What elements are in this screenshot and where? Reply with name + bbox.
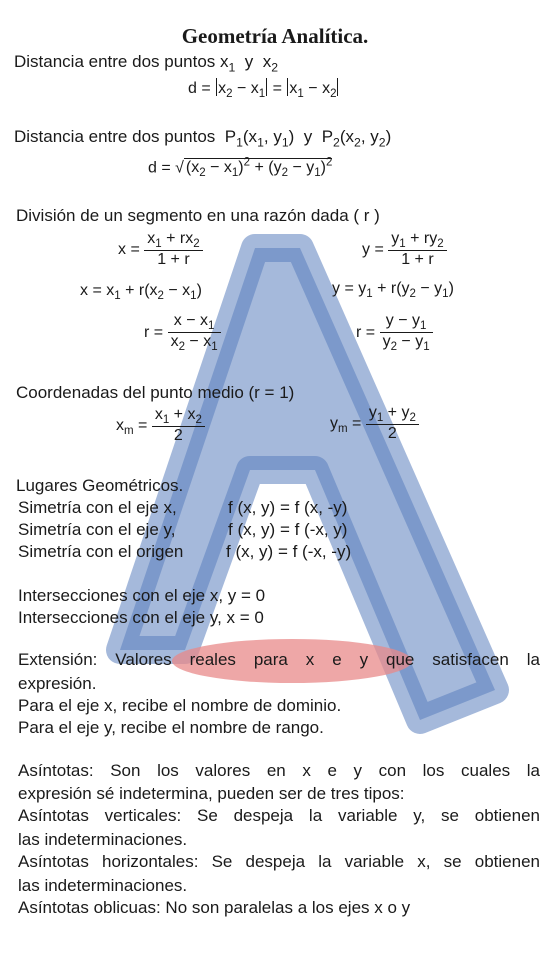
symmetry-x-formula: f (x, y) = f (x, -y): [228, 498, 348, 517]
asymptotes-line-6: las indeterminaciones.: [18, 876, 188, 895]
extension-line-3: Para el eje x, recibe el nombre de dominio.: [18, 696, 342, 715]
symmetry-origin-label: Simetría con el origen: [18, 542, 184, 561]
division-r-x: r = $\frac{x - x_1}{x_2 - x_1}$: [144, 312, 221, 353]
distance-1d-formula: $d = x_2 - x_1 = x_1 - x_2$: [188, 80, 337, 101]
extension-line-4: Para el eje y, recibe el nombre de rango.: [18, 718, 324, 737]
intersection-y: Intersecciones con el eje y, x = 0: [18, 608, 264, 627]
distance-1d-label: Distancia entre dos puntos $x_1$ y $x_2$: [14, 52, 279, 75]
extension-line-1: Extensión: Valores reales para x e y que satisfacen la: [18, 650, 540, 669]
symmetry-y-formula: f (x, y) = f (-x, y): [228, 520, 348, 539]
symmetry-y-label: Simetría con el eje y,: [18, 520, 176, 539]
division-heading: División de un segmento en una razón dada ( r ): [16, 206, 380, 225]
distance-2d-formula: d = √ $(x_2 - x_1)^2 + (y_2 - y_1)^2$: [148, 157, 333, 180]
distance-2d-label: Distancia entre dos puntos $P_1(x_1$, $y_1$) y $P_2(x_2$, $y_2$): [14, 127, 392, 150]
division-x-linear: $x = x_1 + r(x_2 - x_1)$: [80, 282, 202, 303]
asymptotes-line-5: Asíntotas horizontales: Se despeja la variable x, se obtienen: [18, 852, 540, 871]
midpoint-heading: Coordenadas del punto medio (r = 1): [16, 383, 295, 402]
asymptotes-line-4: las indeterminaciones.: [18, 830, 188, 849]
loci-heading: Lugares Geométricos.: [16, 476, 184, 495]
division-r-y: r = $\frac{y - y_1}{y_2 - y_1}$: [356, 312, 433, 353]
division-y-linear: $y = y_1 + r(y_2 - y_1)$: [332, 280, 454, 301]
division-x-fraction: x = $\frac{x_1 + rx_2}{1 + r}$: [118, 230, 203, 269]
asymptotes-line-7: Asíntotas oblicuas: No son paralelas a los ejes x o y: [18, 898, 411, 917]
midpoint-x: $x_m$ = $\frac{x_1 + x_2}{2}$: [116, 406, 205, 445]
midpoint-y: $y_m$ = $\frac{y_1 + y_2}{2}$: [330, 404, 419, 443]
extension-line-2: expresión.: [18, 674, 97, 693]
asymptotes-line-2: expresión sé indetermina, pueden ser de tres tipos:: [18, 784, 405, 803]
symmetry-origin-formula: f (x, y) = f (-x, -y): [226, 542, 352, 561]
intersection-x: Intersecciones con el eje x, y = 0: [18, 586, 266, 605]
symmetry-x-label: Simetría con el eje x,: [18, 498, 177, 517]
asymptotes-line-3: Asíntotas verticales: Se despeja la variable y, se obtienen: [18, 806, 540, 825]
asymptotes-line-1: Asíntotas: Son los valores en x e y con los cuales la: [18, 761, 540, 780]
page-title: Geometría Analítica.: [181, 24, 369, 48]
division-y-fraction: y = $\frac{y_1 + ry_2}{1 + r}$: [362, 230, 447, 269]
